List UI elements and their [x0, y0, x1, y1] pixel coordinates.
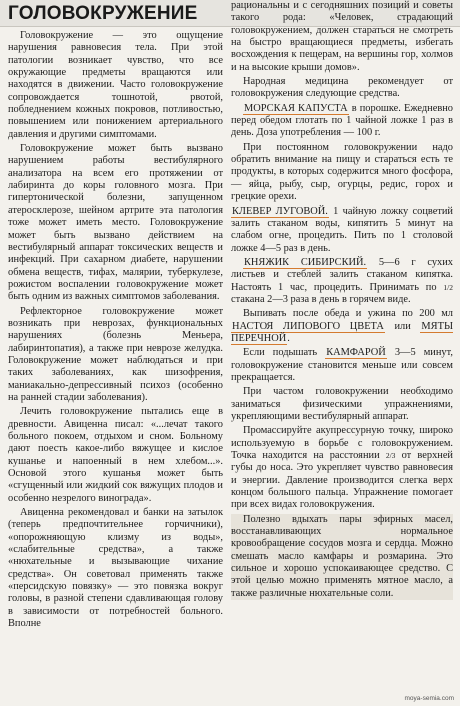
- fraction: 2/3: [385, 451, 396, 461]
- remedy-title-klever: КЛЕВЕР ЛУГОВОЙ.: [232, 205, 328, 217]
- source-watermark: moya-semia.com: [404, 695, 454, 702]
- paragraph: Полезно вдыхать пары эфирных масел, восстанавливающих нормальное кровообращение сосудов мозга и сердца. Можно смешать масло камфары и розмарина. Это сильное и хорошо успокаивающее средство. С этой целью можно применять мятное масло, а также различные нюхательные соли.: [231, 513, 453, 599]
- remedy-morskaya-kapusta: [231, 103, 453, 140]
- remedy-text: или: [394, 320, 411, 332]
- paragraph-text: Промассируйте акупрессурную точку, широко используемую в борьбе с головокружением. Точка находится на расстоянии: [231, 425, 453, 462]
- paragraph: Народная медицина рекомендует от головокружения следующие средства.: [231, 76, 453, 100]
- paragraph: При частом головокружении необходимо заниматься физическими упражнениями, укрепляющими вестибулярный аппарат.: [231, 386, 453, 422]
- remedy-klever: [231, 206, 453, 255]
- remedy-lipa-myata: Выпивать после обеда и ужина по 200 мл НАСТОЯ ЛИПОВОГО ЦВЕТА или МЯТЫ ПЕРЕЧНОЙ.: [231, 308, 453, 344]
- right-column: [231, 0, 453, 602]
- paragraph: Головокружение — это ощущение нарушения равновесия тела. При этой патологии возникает чувство, что все окружающие предметы вращаются или находятся в движении. Часто головокружение сопровождается тошнотой, рвотой, побледнением кожных покровов, потливостью, повышением или понижением артериального давления и другими симптомами.: [8, 30, 223, 140]
- page-title: ГОЛОВОКРУЖЕНИЕ: [8, 3, 198, 24]
- remedy-title-kamfara: КАМФАРОЙ: [326, 347, 386, 359]
- remedy-title-knyazhik: КНЯЖИК СИБИРСКИЙ.: [244, 256, 367, 268]
- left-column: [8, 30, 223, 633]
- paragraph: При постоянном головокружении надо обратить внимание на пищу и стараться есть те продукты, в которых содержится много фосфора, — яйца, рыбу, сыр, огурцы, редис, горох и грецкие орехи.: [231, 141, 453, 203]
- paragraph: Головокружение может быть вызвано нарушением работы вестибулярного анализатора на всем его протяжении от лабиринта до коры головного мозга. При гипертонической болезни, запущенном атеросклерозе, шейном артрите эта патология тоже может иметь место. Головокружение может быть вызвано действием на вестибулярный аппарат токсических веществ и инфекций. При сахарном диабете, нарушении обмена веществ, тифах, малярии, туберкулезе, рожистом воспалении головокружение может быть одним из важных симптомов заболевания.: [8, 143, 223, 303]
- remedy-text: Если подышать: [243, 347, 318, 359]
- paragraph-acupressure: [231, 425, 453, 511]
- remedy-kamfara: [231, 347, 453, 384]
- remedy-text: в порошке. Ежедневно перед обедом глотать по 1 чайной ложке 1 раз в день. Доза употребления — 100 г.: [231, 102, 453, 139]
- fraction: 1/2: [443, 282, 453, 292]
- remedy-title-myata-perechnaya: МЯТЫ ПЕРЕЧНОЙ: [231, 320, 453, 344]
- paragraph: Рефлекторное головокружение может возникать при неврозах, функциональных нарушениях (болезнь Меньера, лабиринтопатия), а также при неврозе желудка. Головокружение может наблюдаться и при таких заболеваниях, как шизофрения, маниакально-депрессивный психоз (особенно на ранней стадии заболевания).: [8, 305, 223, 403]
- remedy-text: стакана 2—3 раза в день в горячем виде.: [231, 293, 411, 305]
- paragraph: рациональны и с сегодняшних позиций и советы такого рода: «Человек, страдающий головокружением, должен стараться не смотреть на быстро вращающиеся предметы, избегать восхождения к пещерам, на вершины гор, холмов и на высокие крыши домов».: [231, 0, 453, 73]
- remedy-text: 5—6 г сухих листьев и стеблей залить стаканом кипятка. Настоять 1 час, процедить. Принимать по: [231, 256, 453, 293]
- paragraph: Авиценна рекомендовал и банки на затылок (теперь предпочтительнее горчичники), «опорожняющую клизму из воды», «слабительные средства», а также «нюхательные и вызывающие чихание средства». Он советовал применять также «персидскую повязку» — это повязка вокруг головы, в разной степени сдавливающая голову в зависимости от потребностей больного. Вполне: [8, 507, 223, 630]
- remedy-text: Выпивать после обеда и ужина по 200 мл: [243, 308, 453, 320]
- remedy-title-morskaya-kapusta: МОРСКАЯ КАПУСТА: [244, 102, 348, 114]
- remedy-title-nastoy-lipovogo-tsveta: НАСТОЯ ЛИПОВОГО ЦВЕТА: [232, 320, 384, 332]
- remedy-text: 3—5 минут, головокружение становится меньше или совсем прекращается.: [231, 347, 453, 383]
- remedy-text: 1 чайную ложку соцветий залить стаканом воды, кипятить 5 минут на слабом огне, процедить. Пить по 1 столовой ложке 4—5 раз в день.: [231, 205, 453, 254]
- paragraph-text: от верхней губы до носа. Это укрепляет чувство равновесия и энергии. Давление производится слегка верх концом большого пальца. Упражнение помогает при всех видах головокружения.: [231, 450, 453, 511]
- remedy-knyazhik: [231, 257, 453, 306]
- paragraph: Лечить головокружение пытались еще в древности. Авиценна писал: «...лечат такого больного покоем, отдыхом и сном. Больному дают поесть какое-либо вяжущее и кислое кушанье и напоенный в нем хлебом...». Основой этого кушанья может быть «сгущенный или жидкий сок вяжущих плодов и особенно незрелого винограда».: [8, 406, 223, 504]
